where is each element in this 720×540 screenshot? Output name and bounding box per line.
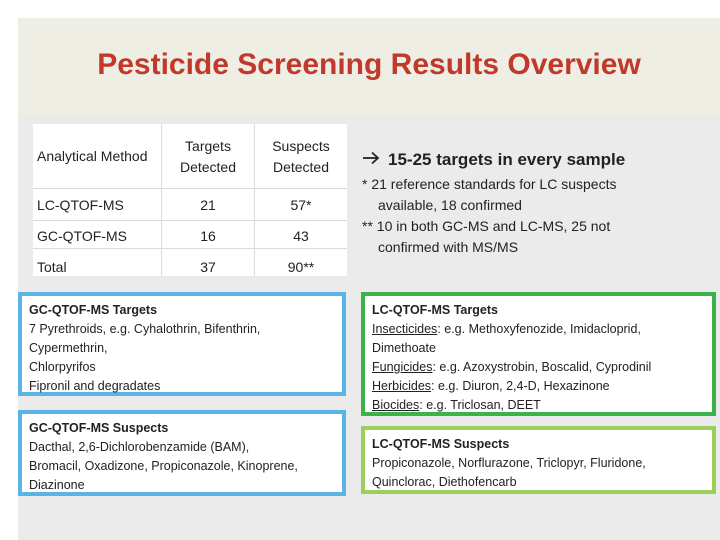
lc-targets-herbicides [372,377,705,396]
lc-suspects-box [361,426,716,494]
fungicides-label: Fungicides [372,360,433,374]
row-suspects: 43 [293,228,309,244]
lc-targets-title: LC-QTOF-MS Targets [372,303,498,317]
gc-targets-line: Cypermethrin, [29,341,108,355]
footnote-total-cont: confirmed with MS/MS [378,239,519,255]
row-targets: 16 [200,228,216,244]
insecticides-text: : e.g. Methoxyfenozide, Imidacloprid, [437,322,641,336]
arrow-right-icon [362,150,380,170]
gc-suspects-line: Dacthal, 2,6-Dichlorobenzamide (BAM), [29,440,250,454]
row-targets: 21 [200,197,216,213]
row-targets: 37 [200,259,216,275]
gc-suspects-line: Diazinone [29,478,85,492]
lc-targets-biocides [372,396,705,415]
table-column-divider [254,124,255,276]
row-method: Total [37,259,67,275]
gc-targets-line: Fipronil and degradates [29,379,161,393]
results-table [33,124,347,276]
table-row-divider [33,188,347,189]
table-header-suspects: Suspects Detected [272,138,330,175]
biocides-label: Biocides [372,398,420,412]
lc-targets-fungicides [372,358,705,377]
table-column-divider [161,124,162,276]
summary-headline-text: 15-25 targets in every sample [388,150,626,169]
footnote-lc-suspects-cont: available, 18 confirmed [378,197,522,213]
lc-targets-insecticides [372,320,705,339]
herbicides-label: Herbicides [372,379,432,393]
lc-targets-box [361,292,716,416]
biocides-text: : e.g. Triclosan, DEET [419,398,541,412]
herbicides-text: : e.g. Diuron, 2,4-D, Hexazinone [431,379,610,393]
lc-suspects-line: Quinclorac, Diethofencarb [372,475,517,489]
summary-headline [362,150,702,170]
footnote-total: ** 10 in both GC-MS and LC-MS, 25 not [362,218,611,234]
summary-notes [362,150,702,258]
gc-targets-box [18,292,346,396]
gc-targets-line: 7 Pyrethroids, e.g. Cyhalothrin, Bifenthrin, [29,322,261,336]
slide-title: Pesticide Screening Results Overview [97,48,641,81]
gc-suspects-line: Bromacil, Oxadizone, Propiconazole, Kinoprene, [29,459,298,473]
gc-targets-title: GC-QTOF-MS Targets [29,303,158,317]
gc-suspects-box [18,410,346,496]
row-method: LC-QTOF-MS [37,197,124,213]
lc-targets-insecticides-cont: Dimethoate [372,341,436,355]
fungicides-text: : e.g. Azoxystrobin, Boscalid, Cyprodinil [432,360,652,374]
row-method: GC-QTOF-MS [37,228,127,244]
gc-targets-line: Chlorpyrifos [29,360,96,374]
row-suspects: 90** [287,259,315,275]
gc-suspects-title: GC-QTOF-MS Suspects [29,421,169,435]
row-suspects: 57* [290,197,312,213]
lc-suspects-title: LC-QTOF-MS Suspects [372,437,510,451]
table-row-divider [33,220,347,221]
footnote-lc-suspects: * 21 reference standards for LC suspects [362,176,617,192]
table-header-method: Analytical Method [37,148,148,164]
lc-suspects-line: Propiconazole, Norflurazone, Triclopyr, Fluridone, [372,456,646,470]
table-header-targets: Targets Detected [179,138,237,175]
insecticides-label: Insecticides [372,322,438,336]
table-row-divider [33,248,347,249]
